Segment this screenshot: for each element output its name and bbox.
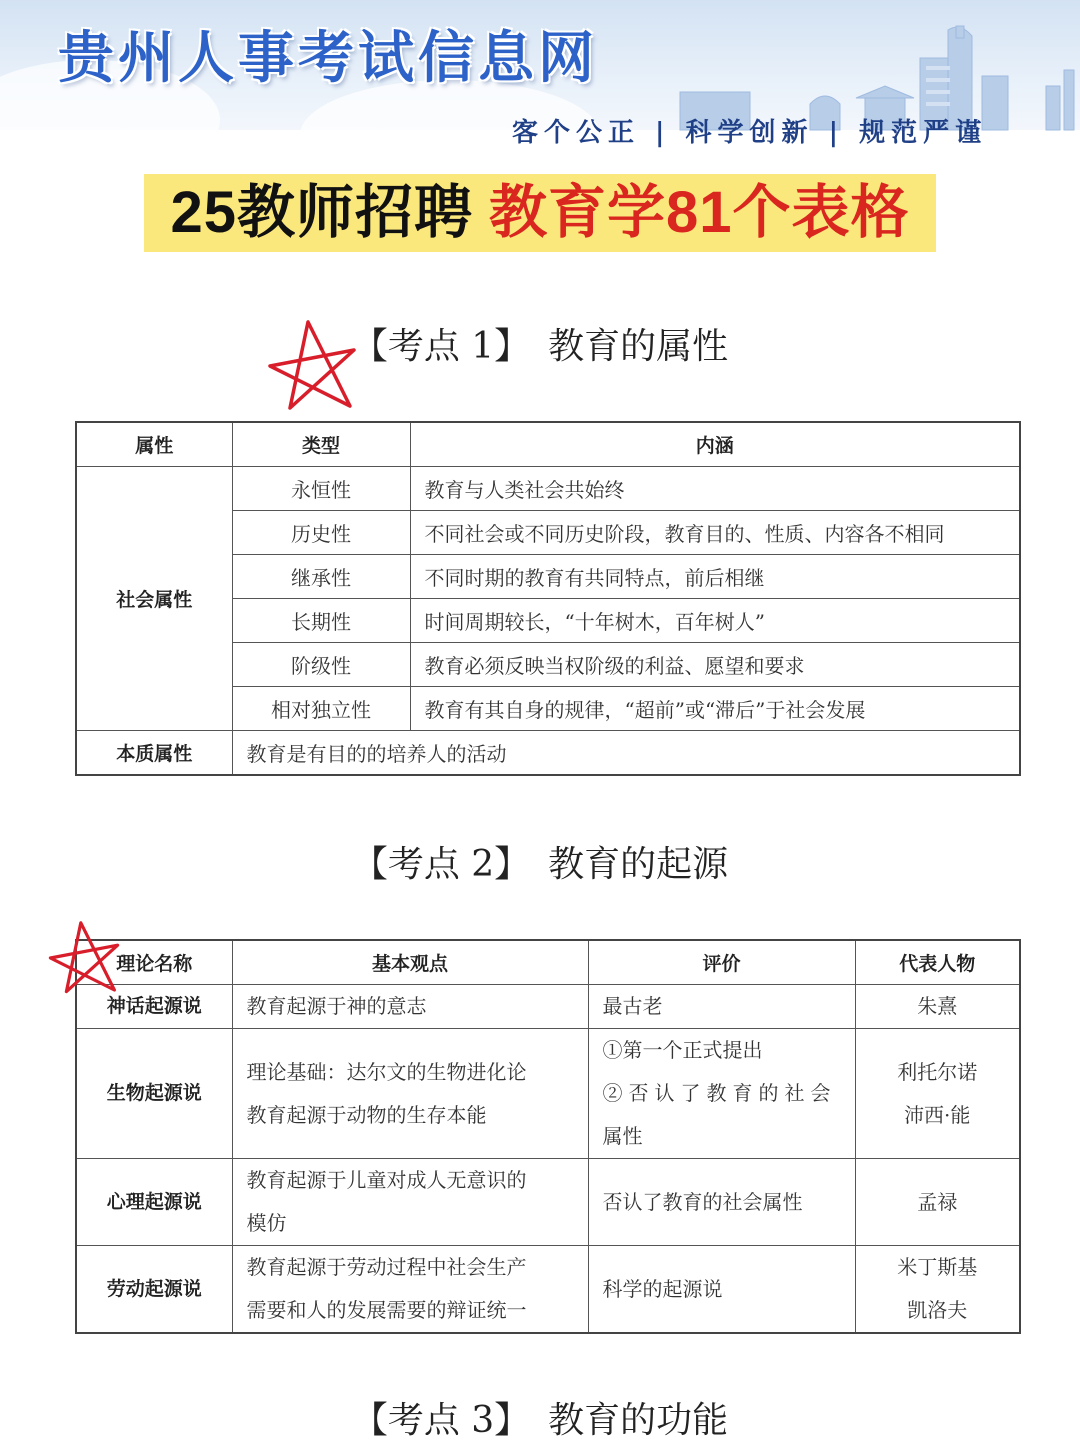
- type-cell: 阶级性: [232, 643, 410, 687]
- evaluation-cell: [588, 1029, 855, 1159]
- view-line: 教育起源于劳动过程中社会生产: [246, 1255, 527, 1279]
- meaning-cell: 教育有其自身的规律，“超前”或“滞后”于社会发展: [410, 687, 1020, 731]
- site-banner: [0, 0, 1080, 148]
- section-title-1: [0, 318, 1080, 369]
- city-skyline-graphic: [660, 0, 1080, 130]
- headline-black-part: 25教师招聘: [170, 180, 473, 245]
- meaning-cell: 教育与人类社会共始终: [410, 467, 1020, 511]
- table-row: [76, 1246, 1020, 1334]
- evaluation-line: 科学的起源说: [602, 1276, 723, 1301]
- column-header: 基本观点: [232, 940, 588, 985]
- hand-drawn-star-icon: [44, 918, 124, 998]
- evaluation-cell: [588, 1159, 855, 1246]
- representative-cell: [855, 1246, 1020, 1334]
- evaluation-line: 属性: [602, 1124, 643, 1148]
- table-row: [76, 1159, 1020, 1246]
- evaluation-line: ②否认了教育的社会: [602, 1081, 837, 1105]
- view-cell: [232, 1029, 588, 1159]
- theory-name-cell: 心理起源说: [76, 1159, 232, 1246]
- type-cell: 继承性: [232, 555, 410, 599]
- table-row: [76, 467, 1020, 511]
- type-cell: 长期性: [232, 599, 410, 643]
- education-origin-table: [75, 939, 1021, 1334]
- meaning-cell: 教育必须反映当权阶级的利益、愿望和要求: [410, 643, 1020, 687]
- representative-name: 沛西·能: [904, 1102, 971, 1127]
- type-cell: 相对独立性: [232, 687, 410, 731]
- representative-cell: [855, 985, 1020, 1029]
- type-cell: 历史性: [232, 511, 410, 555]
- view-line: 教育起源于动物的生存本能: [246, 1102, 487, 1127]
- column-header: 代表人物: [855, 940, 1020, 985]
- evaluation-cell: [588, 1246, 855, 1334]
- attribute-cell: 社会属性: [76, 467, 232, 731]
- attribute-cell: 本质属性: [76, 731, 232, 776]
- representative-name: 凯洛夫: [907, 1298, 968, 1322]
- representative-name: 孟禄: [917, 1189, 958, 1214]
- representative-name: 利托尔诺: [897, 1059, 978, 1084]
- headline-title: [144, 174, 936, 252]
- section-number: 【考点 2】: [351, 844, 531, 885]
- view-cell: [232, 985, 588, 1029]
- meaning-cell: 时间周期较长，“十年树木，百年树人”: [410, 599, 1020, 643]
- table-header-row: [76, 422, 1020, 467]
- education-attributes-table: [75, 421, 1021, 776]
- column-header: 评价: [588, 940, 855, 985]
- representative-cell: [855, 1159, 1020, 1246]
- view-line: 教育起源于儿童对成人无意识的: [246, 1168, 527, 1192]
- representative-cell: [855, 1029, 1020, 1159]
- section-name: 教育的功能: [548, 1400, 729, 1441]
- view-line: 需要和人的发展需要的辩证统一: [246, 1298, 527, 1322]
- table-row: [76, 985, 1020, 1029]
- theory-name-cell: 劳动起源说: [76, 1246, 232, 1334]
- view-cell: [232, 1246, 588, 1334]
- view-cell: [232, 1159, 588, 1246]
- theory-name-cell: 生物起源说: [76, 1029, 232, 1159]
- representative-name: 米丁斯基: [897, 1255, 978, 1279]
- evaluation-cell: [588, 985, 855, 1029]
- type-cell: 永恒性: [232, 467, 410, 511]
- meaning-cell: 教育是有目的的培养人的活动: [232, 731, 1020, 776]
- view-line: 教育起源于神的意志: [246, 994, 427, 1018]
- view-line: 理论基础：达尔文的生物进化论: [246, 1059, 527, 1084]
- meaning-cell: 不同社会或不同历史阶段，教育目的、性质、内容各不相同: [410, 511, 1020, 555]
- column-header: 内涵: [410, 422, 1020, 467]
- column-header: 类型: [232, 422, 410, 467]
- section-name: 教育的起源: [548, 844, 729, 885]
- evaluation-line: ①第一个正式提出: [602, 1038, 763, 1062]
- section-number: 【考点 1】: [351, 326, 531, 367]
- evaluation-line: 否认了教育的社会属性: [602, 1189, 803, 1214]
- view-line: 模仿: [246, 1211, 287, 1235]
- theory-name-cell: 神话起源说: [76, 985, 232, 1029]
- section-title-2: [0, 836, 1080, 887]
- site-title: 贵州人事考试信息网: [58, 25, 598, 91]
- evaluation-line: 最古老: [602, 994, 663, 1018]
- table-row: [76, 731, 1020, 776]
- section-name: 教育的属性: [548, 326, 729, 367]
- representative-name: 朱熹: [917, 994, 958, 1018]
- table-row: [76, 1029, 1020, 1159]
- meaning-cell: 不同时期的教育有共同特点，前后相继: [410, 555, 1020, 599]
- section-title-3: [0, 1392, 1080, 1443]
- site-slogan: 客个公正 | 科学创新 | 规范严谨: [512, 118, 988, 148]
- headline-highlight: [144, 174, 936, 252]
- table-header-row: [76, 940, 1020, 985]
- section-number: 【考点 3】: [351, 1400, 531, 1441]
- column-header: 属性: [76, 422, 232, 467]
- headline-red-part: 教育学81个表格: [489, 180, 910, 245]
- column-header: 理论名称: [76, 940, 232, 985]
